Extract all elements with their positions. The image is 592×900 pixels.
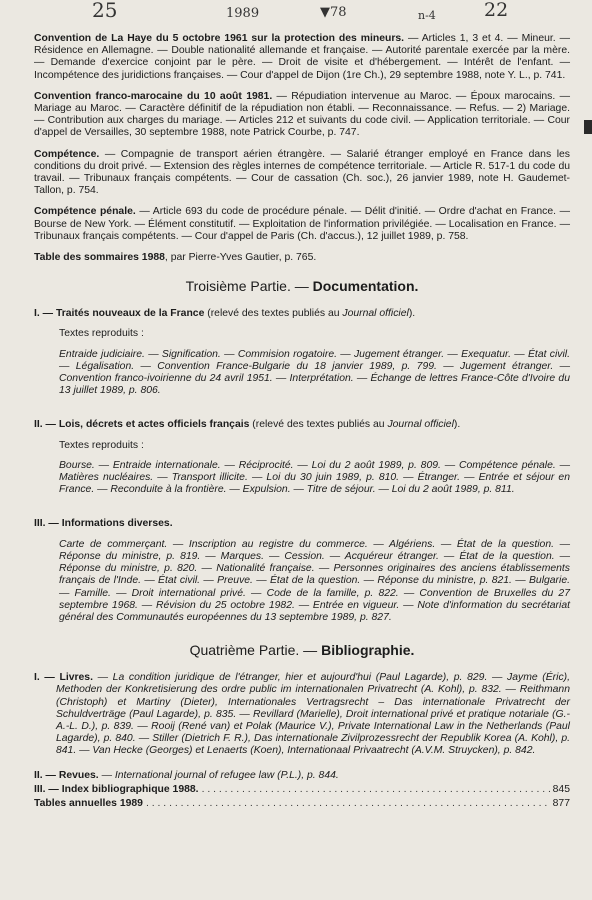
section-informations	[34, 518, 570, 624]
toc-page: 845	[552, 783, 570, 795]
handwritten-note: 22	[484, 0, 509, 21]
section-note: (relevé des textes publiés au	[204, 308, 343, 320]
toc-leader	[202, 784, 550, 796]
section-body: Carte de commerçant. — Inscription au registre du commerce. — Algériens. — État de la question. — Réponse du ministre, p. 819. — Marques. — Cession. — Acquéreur étranger. — État de la question. — Réponse du ministre, p. 820. — Nationalité française. — Personnes originaires des anciens établissements français de l'Inde. — État civil. — Preuve. — État de la question. — Réponse du ministre, p. 821. — Bulgarie. — Famille. — Droit international privé. — Code de la famille, p. 822. — Convention de Bruxelles du 27 septembre 1968. — Révision du 25 octobre 1982. — Entrée en vigueur. — Note d'information du secrétariat général des Communautés européennes du 13 septembre 1989, p. 827.	[59, 538, 570, 623]
entry-competence	[34, 149, 570, 198]
section-heading	[34, 308, 570, 320]
section-heading	[34, 518, 570, 530]
revues-body: — International journal of refugee law (P.L.), p. 844.	[98, 769, 339, 781]
section-traites	[34, 308, 570, 397]
section-journal: Journal officiel	[387, 419, 454, 431]
entry-table-des-sommaires	[34, 252, 570, 264]
section-journal: Journal officiel	[342, 308, 409, 320]
section-note: (relevé des textes publiés au	[249, 419, 388, 431]
toc-page: 877	[552, 797, 570, 809]
handwritten-note: ▼78	[320, 5, 347, 20]
toc-label: III. — Index bibliographique 1988.	[34, 783, 199, 795]
handwritten-note: 25	[92, 0, 118, 22]
bibliography-revues	[34, 770, 570, 782]
section-note-close: ).	[408, 308, 416, 320]
page-content	[34, 33, 570, 810]
toc-tables-annuelles	[34, 798, 570, 810]
entry-head: Compétence pénale.	[34, 206, 136, 218]
livres-head: I. — Livres.	[34, 672, 93, 684]
section-title: I. — Traités nouveaux de la France	[34, 308, 205, 320]
margin-mark	[584, 120, 592, 134]
entry-convention-franco-marocaine	[34, 91, 570, 140]
handwritten-annotations	[80, 0, 560, 26]
entry-head: Table des sommaires 1988	[34, 252, 165, 264]
entry-competence-penale	[34, 206, 570, 243]
entry-body: — Article 693 du code de procédure pénale. — Délit d'initié. — Ordre d'achat en France. — Bourse de New York. — Élément constitutif. — Exploitation de l'information privilégiée. — Localisation en France. — Tribunaux français compétents. — Cour d'appel de Paris (Ch. d'accus.), 12 juillet 1989, p. 758.	[34, 206, 570, 242]
toc-leader	[146, 798, 550, 810]
handwritten-note: 1989	[226, 6, 260, 21]
bibliography-livres	[34, 672, 570, 757]
section-heading	[34, 419, 570, 431]
section-subheading: Textes reproduits :	[59, 439, 144, 451]
entry-convention-la-haye	[34, 33, 570, 82]
section-title: III. — Informations diverses.	[34, 518, 173, 530]
livres-body: — La condition juridique de l'étranger, hier et aujourd'hui (Paul Lagarde), p. 829. — Jayme (Éric), Methoden der Konkretisierung des ordre public im internationalen Privatrecht (A. Kohl), p. 832. — Reithmann (Christoph) et Martiny (Dieter), Internationales Vertragsrecht – Das internationale Privatrecht der Schuldverträge (Paul Lagarde), p. 835. — Revillard (Marielle), Droit international privé et pratique notariale (G.-A.-L. D.), p. 839. — Rooij (René van) et Polak (Maurice V.), Private International Law in the Netherlands (Paul Lagarde), p. 840. — Stiller (Dietrich F. R.), Das internationale Zivilprozessrecht der Republik Korea (A. Kohl), p. 841. — Van Hecke (Georges) et Lenaerts (Koen), Internationaal Privaatrecht (A.V.M. Struycken), p. 842.	[56, 672, 570, 757]
toc-index-bibliographique	[34, 784, 570, 796]
part-title: Documentation.	[312, 278, 419, 295]
section-note-close: ).	[453, 419, 461, 431]
section-body: Bourse. — Entraide internationale. — Réciprocité. — Loi du 2 août 1989, p. 809. — Compétence pénale. — Matières nucléaires. — Transport illicite. — Loi du 30 juin 1989, p. 810. — Étranger. — Entrée et séjour en France. — Reconduite à la frontière. — Expulsion. — Titre de séjour. — Loi du 2 août 1989, p. 811.	[59, 459, 570, 496]
entry-head: Compétence.	[34, 148, 100, 160]
part-heading-bibliographie	[34, 642, 570, 658]
section-subheading: Textes reproduits :	[59, 328, 144, 340]
toc-label: Tables annuelles 1989	[34, 797, 143, 809]
section-title: II. — Lois, décrets et actes officiels français	[34, 419, 250, 431]
section-body: Entraide judiciaire. — Signification. — Commision rogatoire. — Jugement étranger. — Exequatur. — État civil. — Légalisation. — Convention France-Bulgarie du 18 janvier 1989, p. 799. — Jugement étranger. — Convention franco-ivoirienne du 24 avril 1951. — Interprétation. — Échange de lettres France-Côte d'Ivoire du 13 juillet 1989, p. 806.	[59, 348, 570, 397]
part-prefix: Quatrième Partie. —	[189, 642, 322, 659]
entry-body: — Répudiation intervenue au Maroc. — Époux marocains. — Mariage au Maroc. — Caractère définitif de la répudiation non établi. — Reconnaissance. — Refus. — 2) Mariage. — Contribution aux charges du mariage. — Articles 212 et suivants du code civil. — Application territoriale. — Cour d'appel de Versailles, 30 septembre 1988, note Patrick Courbe, p. 747.	[34, 90, 570, 139]
handwritten-note: n-4	[418, 9, 436, 22]
entry-body: , par Pierre-Yves Gautier, p. 765.	[164, 252, 317, 264]
entry-body: — Compagnie de transport aérien étrangère. — Salarié étranger employé en France dans les conditions du droit privé. — Extension des règles internes de compétence territoriale. — Article R. 517-1 du code du travail. — Tribunaux français compétents. — Cour de cassation (Ch. soc.), 26 janvier 1989, note H. Gaudemet-Tallon, p. 754.	[34, 148, 570, 197]
revues-head: II. — Revues.	[34, 769, 99, 781]
part-heading-documentation	[34, 278, 570, 294]
entry-head: Convention franco-marocaine du 10 août 1981.	[34, 90, 273, 102]
entry-head: Convention de La Haye du 5 octobre 1961 sur la protection des mineurs.	[34, 33, 405, 44]
part-prefix: Troisième Partie. —	[185, 278, 313, 295]
section-lois	[34, 419, 570, 496]
entry-body: — Articles 1, 3 et 4. — Mineur. — Résidence en Allemagne. — Double nationalité allemande et française. — Autorité parentale exercée par la mère. — Demande d'exercice conjoint par le père. — Droit de visite et d'hébergement. — Intérêt de l'enfant. — Incompétence des juridictions françaises. — Cour d'appel de Dijon (1re Ch.), 29 septembre 1988, note Y. L., p. 741.	[34, 33, 570, 81]
part-title: Bibliographie.	[321, 642, 415, 659]
